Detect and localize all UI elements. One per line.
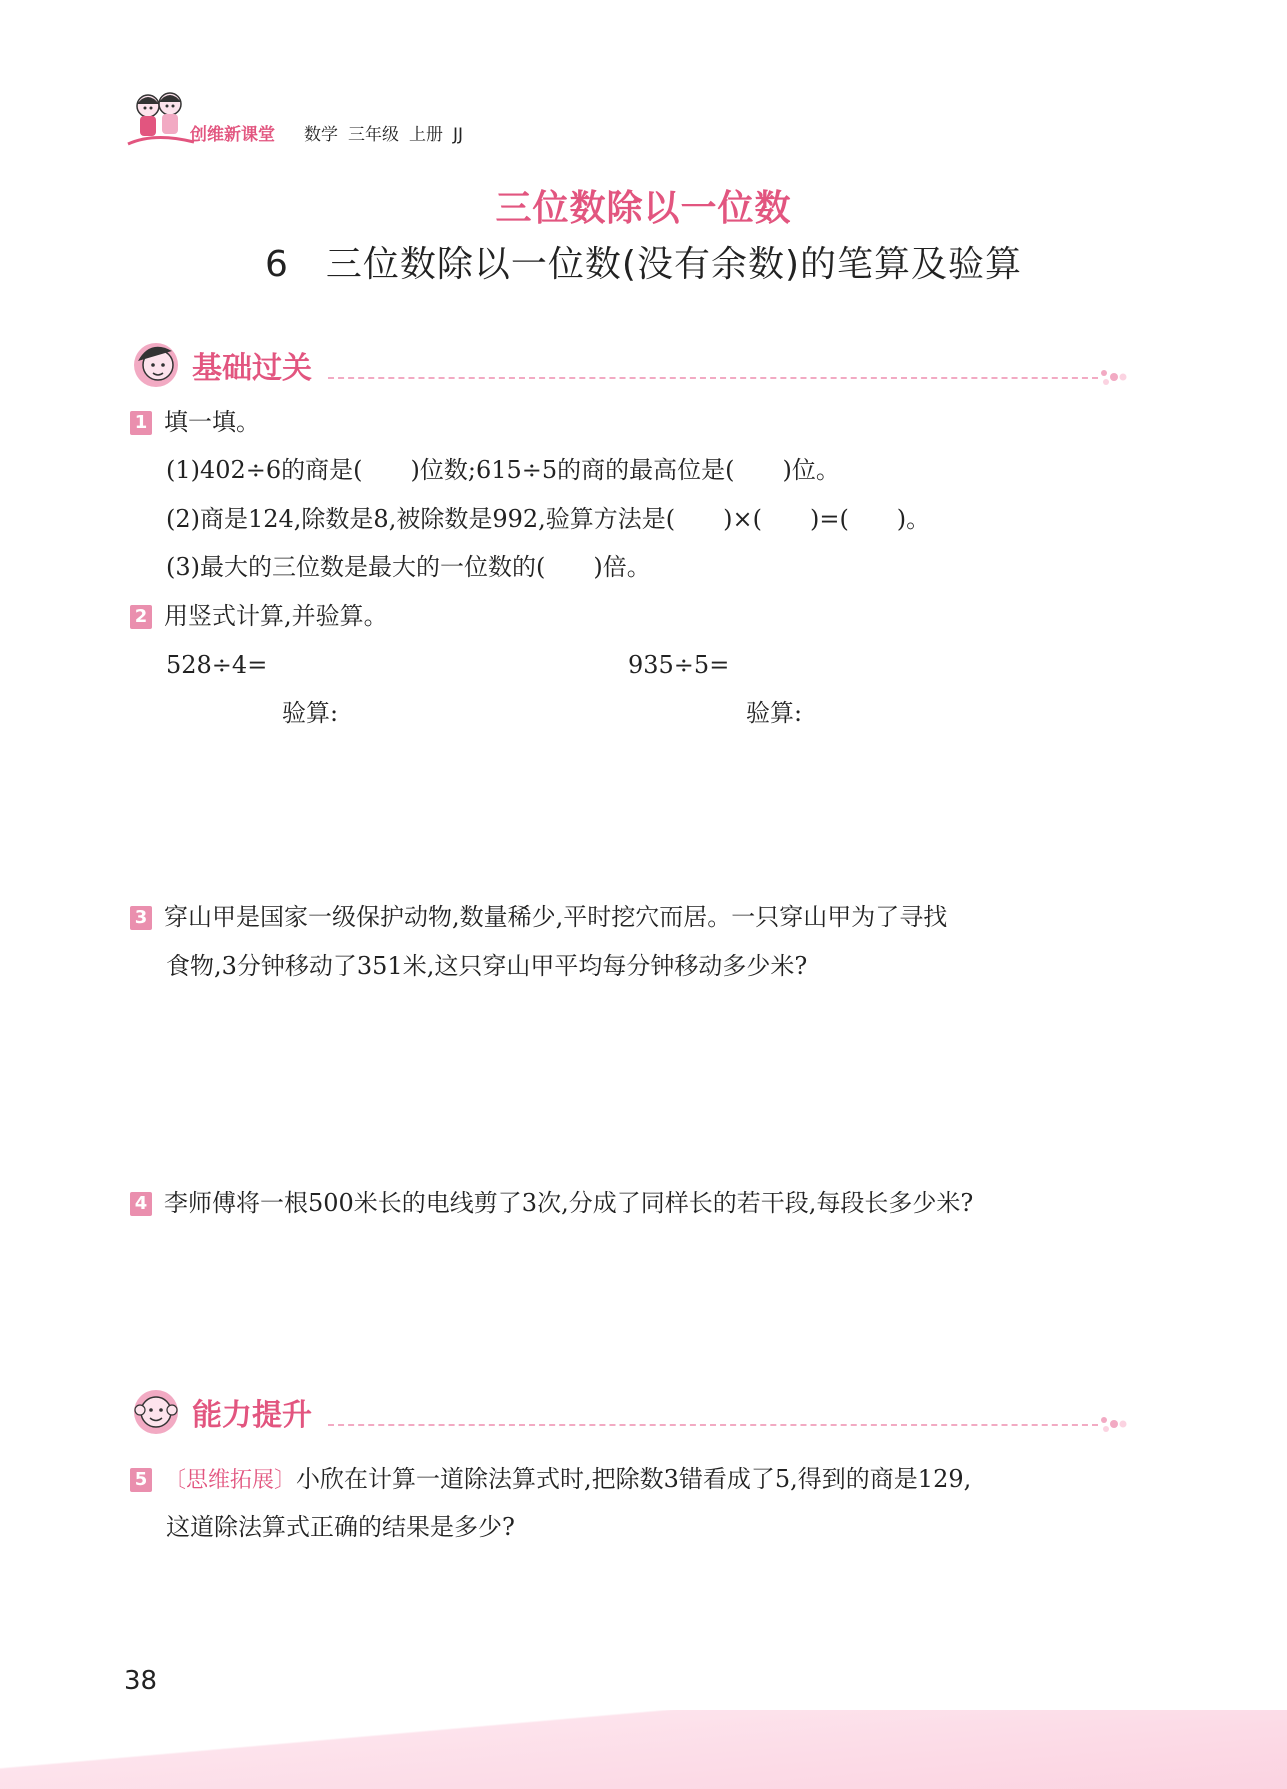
section-divider [328,377,1098,379]
decor-dots-icon [1098,367,1128,387]
question-3-line-1: 穿山甲是国家一级保护动物,数量稀少,平时挖穴而居。一只穿山甲为了寻找 [164,903,948,931]
book-info [304,120,473,145]
division-expression-right: 935÷5= [628,651,730,679]
unit-title: 三位数除以一位数 [495,188,792,229]
brand-name: 创维新课堂 [190,125,275,145]
question-number-badge: 1 [130,411,152,435]
question-4-line-1: 李师傅将一根500米长的电线剪了3次,分成了同样长的若干段,每段长多少米? [164,1189,974,1217]
question-number-badge: 2 [130,605,152,629]
section-advanced-header [128,1382,1128,1438]
page-header [124,84,484,152]
question-4 [130,1188,973,1218]
section-divider [328,1424,1098,1426]
question-1-item-3: (3)最大的三位数是最大的一位数的( )倍。 [166,553,651,581]
check-label-left: 验算: [282,699,339,727]
question-5-line-1: 小欣在计算一道除法算式时,把除数3错看成了5,得到的商是129, [296,1465,972,1493]
girl-face-icon [128,335,184,391]
check-label-right: 验算: [746,699,803,727]
question-5-line-2: 这道除法算式正确的结果是多少? [166,1513,515,1541]
footer-band [0,1710,1287,1789]
monkey-face-icon [128,1382,184,1438]
question-number-badge: 3 [130,906,152,930]
question-1 [130,407,260,437]
question-5-tag: 〔思维拓展〕 [164,1468,297,1493]
decor-dots-icon [1098,1414,1128,1434]
division-expression-left: 528÷4= [166,651,268,679]
question-number-badge: 4 [130,1192,152,1216]
section-basic-header [128,335,1128,391]
question-5 [130,1464,971,1496]
section-advanced-label: 能力提升 [192,1398,312,1433]
edition-label: JJ [453,125,464,145]
question-1-item-1: (1)402÷6的商是( )位数;615÷5的商的最高位是( )位。 [166,456,840,484]
question-1-item-2: (2)商是124,除数是8,被除数是992,验算方法是( )×( )=( )。 [166,505,931,533]
question-2-prompt: 用竖式计算,并验算。 [164,602,388,630]
subject-label: 数学 [304,125,338,145]
question-2 [130,601,388,631]
grade-label: 三年级 [348,125,399,145]
question-number-badge: 5 [130,1468,152,1492]
volume-label: 上册 [409,125,443,145]
page-number: 38 [124,1666,158,1696]
section-basic-label: 基础过关 [192,351,312,386]
lesson-title: 6 三位数除以一位数(没有余数)的笔算及验算 [265,244,1022,285]
question-1-prompt: 填一填。 [164,408,260,436]
children-mascot-icon [124,84,196,150]
question-3 [130,902,947,932]
question-3-line-2: 食物,3分钟移动了351米,这只穿山甲平均每分钟移动多少米? [166,952,808,980]
